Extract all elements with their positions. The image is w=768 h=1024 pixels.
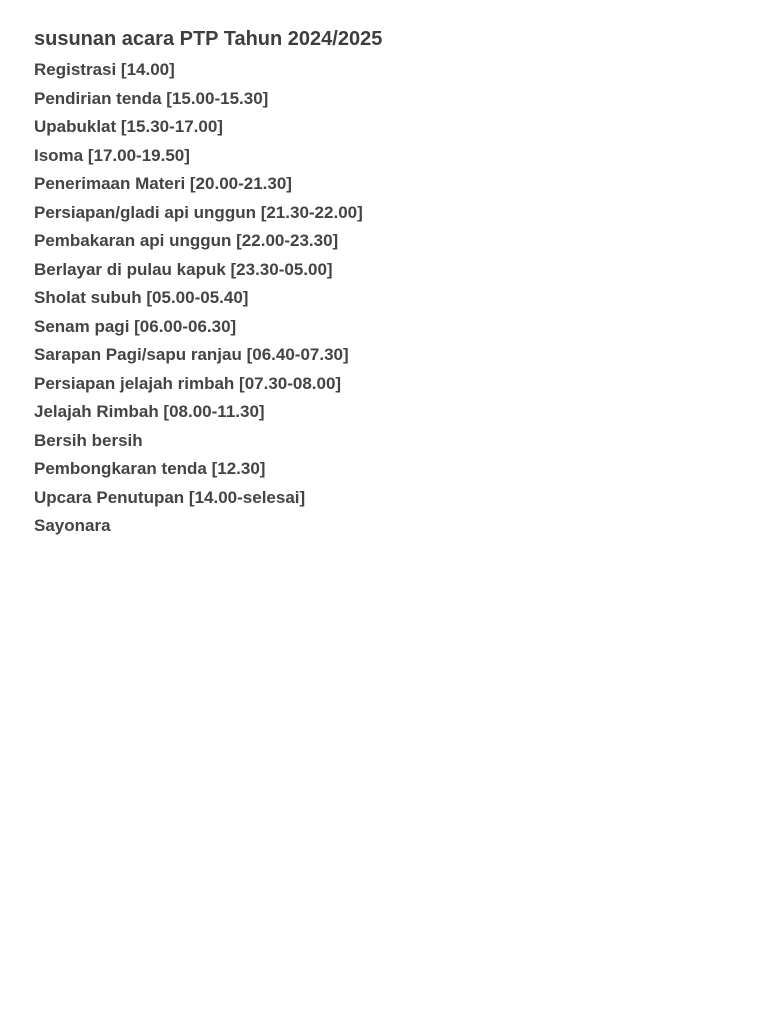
note-line[interactable]: Bersih bersih	[34, 430, 143, 450]
note-line[interactable]: Persiapan jelajah rimbah [07.30-08.00]	[34, 373, 342, 393]
note-line[interactable]: Sholat subuh [05.00-05.40]	[34, 288, 249, 307]
note-line[interactable]: Berlayar di pulau kapuk [23.30-05.00]	[34, 259, 333, 279]
note-title[interactable]: susunan acara PTP Tahun 2024/2025	[34, 28, 383, 50]
note-line[interactable]: Upabuklat [15.30-17.00]	[34, 117, 223, 136]
note-line[interactable]: Sayonara	[34, 516, 111, 535]
note-line[interactable]: Isoma [17.00-19.50]	[34, 145, 190, 165]
note-line[interactable]: Registrasi [14.00]	[34, 60, 175, 79]
schedule-list	[34, 56, 734, 541]
note-line[interactable]: Pendirian tenda [15.00-15.30]	[34, 88, 269, 108]
note-line[interactable]: Upcara Penutupan [14.00-selesai]	[34, 487, 306, 507]
note-line[interactable]: Pembakaran api unggun [22.00-23.30]	[34, 231, 339, 250]
note-line[interactable]: Jelajah Rimbah [08.00-11.30]	[34, 402, 265, 421]
note-line[interactable]: Persiapan/gladi api unggun [21.30-22.00]	[34, 202, 363, 222]
note-line[interactable]: Pembongkaran tenda [12.30]	[34, 459, 266, 478]
note-line[interactable]: Senam pagi [06.00-06.30]	[34, 316, 237, 336]
note-line[interactable]: Penerimaan Materi [20.00-21.30]	[34, 174, 292, 193]
note-body[interactable]	[34, 26, 734, 541]
note-line[interactable]: Sarapan Pagi/sapu ranjau [06.40-07.30]	[34, 345, 349, 364]
